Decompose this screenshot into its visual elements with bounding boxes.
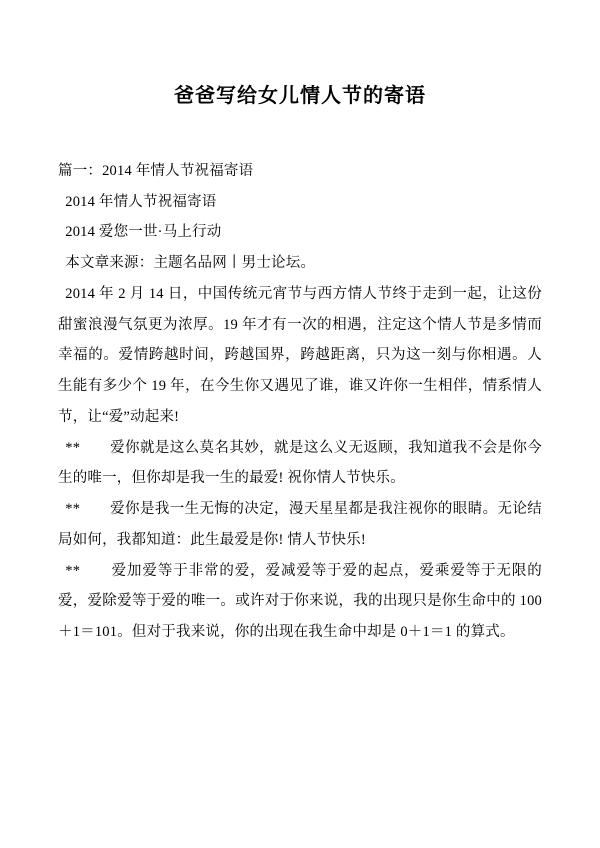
paragraph: ** 爱你是我一生无悔的决定，漫天星星都是我注视你的眼睛。无论结局如何，我都知道：此生最爱是你! 情人节快乐!: [58, 501, 542, 548]
paragraph: ** 爱加爱等于非常的爱，爱减爱等于爱的起点，爱乘爱等于无限的爱，爱除爱等于爱的唯一。或许对于你来说，我的出现只是你生命中的 100＋1＝101。但对于我来说，你的出现在我生命中却是 0＋1＝1 的算式。: [58, 562, 542, 641]
paragraph: ** 爱你就是这么莫名其妙，就是这么义无返顾，我知道我不会是你今生的唯一，但你却是我一生的最爱! 祝你情人节快乐。: [58, 439, 542, 487]
paragraph: 篇一：2014 年情人节祝福寄语: [58, 163, 254, 179]
paragraph: 2014 年情人节祝福寄语: [65, 193, 217, 210]
document-body: [58, 156, 542, 648]
paragraph: 2014 爱您一世·马上行动: [65, 224, 222, 241]
page-title: 爸爸写给女儿情人节的寄语: [174, 85, 426, 107]
paragraph: 本文章来源：主题名品网丨男士论坛。: [65, 255, 316, 272]
paragraph: 2014 年 2 月 14 日，中国传统元宵节与西方情人节终于走到一起，让这份甜蜜浪漫气氛更为浓厚。19 年才有一次的相遇，注定这个情人节是多情而幸福的。爱情跨越时间，跨越国界，跨越距离，只为这一刻与你相遇。人生能有多少个 19 年，在今生你又遇见了谁，谁又许你一生相伴，情系情人节，让“爱”动起来!: [58, 285, 542, 425]
